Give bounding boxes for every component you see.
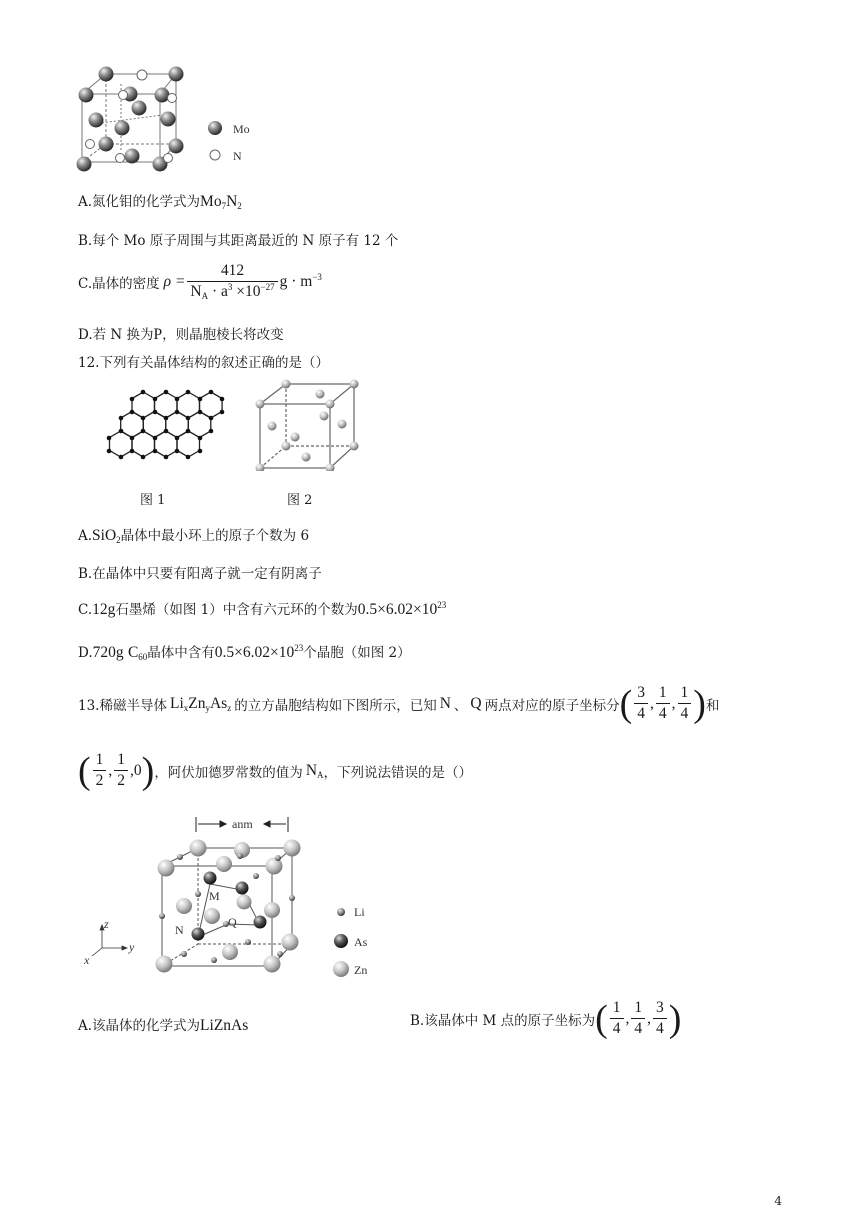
axis-x-label: x (84, 953, 90, 967)
legend-mo-icon (208, 121, 222, 135)
edge-length-label: anm (232, 817, 253, 831)
q12-option-a: A.SiO$_2$晶体中最小环上的原子个数为 6 (78, 527, 310, 545)
legend-zn-label: Zn (354, 963, 368, 977)
q13-option-a: A.该晶体的化学式为LiZnAs (78, 1017, 249, 1034)
q11-option-b: B.每个 Mo 原子周围与其距离最近的 N 原子有 12 个 (78, 233, 399, 249)
lizn-as-unit-cell-figure (80, 812, 380, 987)
legend-li-label: Li (354, 905, 365, 919)
mo-n-unit-cell-figure (70, 62, 270, 182)
q11-option-a: A.氮化钼的化学式为$Mo_7N_2$ (78, 193, 242, 211)
legend-n-icon (210, 150, 220, 160)
fig2-caption: 图 2 (287, 493, 313, 508)
q11-option-d: D.若 N 换为P，则晶胞棱长将改变 (78, 326, 284, 343)
legend-as-icon (334, 934, 348, 948)
fig1-caption: 图 1 (140, 493, 166, 508)
atom-label-q: Q (228, 915, 237, 929)
page-number: 4 (774, 1194, 782, 1208)
graphene-figure (96, 376, 226, 471)
legend-li-icon (337, 908, 345, 916)
q12-option-b: B.在晶体中只要有阳离子就一定有阴离子 (78, 566, 322, 582)
legend-as-label: As (354, 935, 368, 949)
axis-y-label: y (129, 940, 135, 954)
legend-zn-icon (333, 961, 349, 977)
atom-label-m: M (209, 889, 220, 903)
c60-unit-cell-figure (252, 376, 362, 471)
axes-icon (92, 925, 127, 956)
q12-option-d: D.720g $C_{60}$晶体中含有$0.5\times 6.02\times 10^{23}$个晶胞（如图 2） (78, 643, 411, 662)
atom-label-n: N (175, 923, 184, 937)
q12-option-c: C.12g石墨烯（如图 1）中含有六元环的个数为$0.5\times 6.02\times 10^{23}$ (78, 600, 447, 618)
legend-n-label: N (233, 149, 242, 163)
q13-option-b: B.该晶体中 M 点的原子坐标为 ( $\frac{1}{4}$ , $\frac{1}{4}$ , $\frac{3}{4}$ ) (410, 997, 682, 1040)
legend-mo-label: Mo (233, 122, 250, 136)
q13-stem-line1: 13.稀磁半导体 $Li_xZn_yAs_z$ 的立方晶胞结构如下图所示，已知 N 、 Q 两点对应的原子坐标分 ( $\frac{3}{4}$ , $\frac{1}{4}$ , $\frac{1}{4}$ ) 和 (78, 682, 720, 725)
q12-stem: 12.下列有关晶体结构的叙述正确的是（） (78, 355, 329, 371)
q13-stem-line2: ( $\frac{1}{2}$ , $\frac{1}{2}$ , 0 ) ，阿伏加德罗常数的值为 $N_A$ ，下列说法错误的是（） (78, 749, 473, 792)
q11-option-c: C.晶体的密度 ρ = $\frac{412}{N_A \cdot a^3 \times 10^{-27}}$ $g \cdot m^{-3}$ (78, 262, 322, 301)
axis-z-label: z (104, 917, 109, 931)
density-fraction: $\frac{412}{N_A \cdot a^3 \times 10^{-27}}$ (187, 262, 277, 301)
